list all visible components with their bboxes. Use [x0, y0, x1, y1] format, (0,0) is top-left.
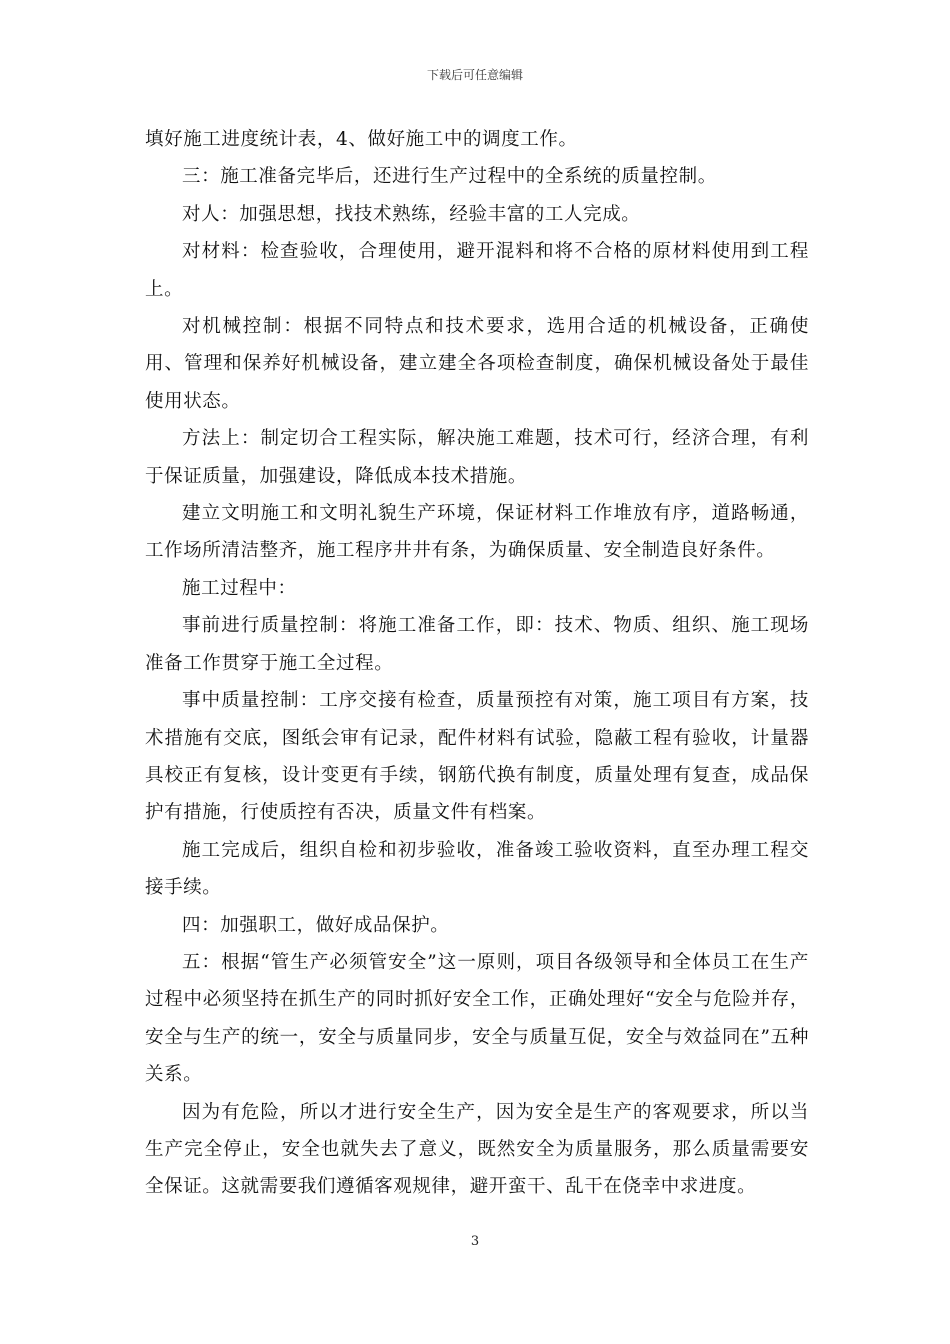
paragraph: 五：根据“管生产必须管安全”这一原则，项目各级领导和全体员工在生产过程中必须坚持在抓生产的同时抓好安全工作，正确处理好“安全与危险并存，安全与生产的统一，安全与质量同步，安全与质量互促，安全与效益同在”五种关系。: [145, 951, 809, 1086]
paragraph: 事中质量控制：工序交接有检查，质量预控有对策，施工项目有方案，技术措施有交底，图纸会审有记录，配件材料有试验，隐蔽工程有验收，计量器具校正有复核，设计变更有手续，钢筋代换有制度，质量处理有复查，成品保护有措施，行使质控有否决，质量文件有档案。: [145, 690, 809, 824]
paragraph: 四：加强职工，做好成品保护。: [182, 914, 450, 936]
paragraph: 三：施工准备完毕后，还进行生产过程中的全系统的质量控制。: [182, 166, 717, 188]
paragraph: 建立文明施工和文明礼貌生产环境，保证材料工作堆放有序，道路畅通，工作场所清洁整齐，施工程序井井有条，为确保质量、安全制造良好条件。: [145, 503, 809, 562]
page-number: 3: [470, 1234, 480, 1249]
paragraph: 因为有危险，所以才进行安全生产，因为安全是生产的客观要求，所以当生产完全停止，安全也就失去了意义，既然安全为质量服务，那么质量需要安全保证。这就需要我们遵循客观规律，避开蛮干、乱干在侥幸中求进度。: [145, 1101, 809, 1198]
paragraph: 对材料：检查验收，合理使用，避开混料和将不合格的原材料使用到工程上。: [145, 241, 809, 300]
paragraph: 事前进行质量控制：将施工准备工作，即：技术、物质、组织、施工现场准备工作贯穿于施工全过程。: [145, 615, 809, 674]
paragraph: 对人：加强思想，找技术熟练，经验丰富的工人完成。: [182, 203, 641, 225]
body-text: [145, 121, 809, 1206]
paragraph: 施工完成后，组织自检和初步验收，准备竣工验收资料，直至办理工程交接手续。: [145, 839, 809, 899]
page-header: 下载后可任意编辑: [426, 68, 523, 82]
paragraph: 施工过程中：: [182, 577, 297, 599]
paragraph: 填好施工进度统计表，4、做好施工中的调度工作。: [145, 129, 578, 150]
paragraph: 对机械控制：根据不同特点和技术要求，选用合适的机械设备，正确使用、管理和保养好机械设备，建立建全各项检查制度，确保机械设备处于最佳使用状态。: [145, 316, 809, 412]
paragraph: 方法上：制定切合工程实际，解决施工难题，技术可行，经济合理，有利于保证质量，加强建设，降低成本技术措施。: [145, 428, 809, 487]
